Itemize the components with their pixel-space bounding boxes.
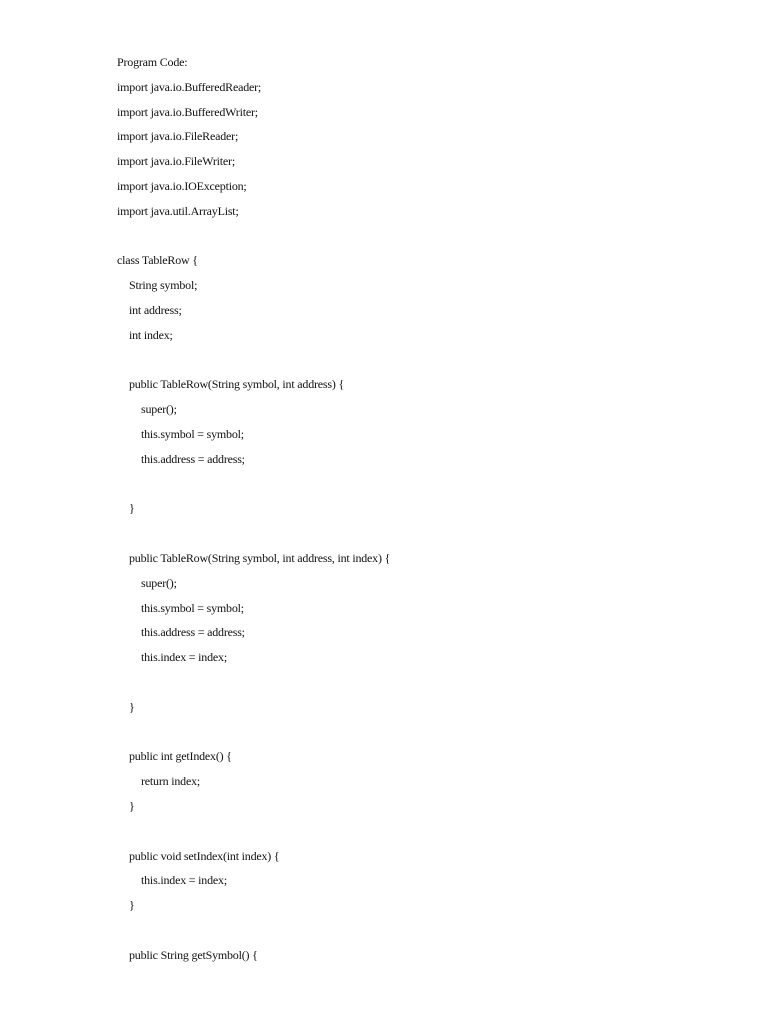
code-line: return index; xyxy=(141,774,201,789)
code-line: public TableRow(String symbol, int address, int index) { xyxy=(129,550,391,565)
code-line: super(); xyxy=(141,402,177,417)
code-line: class TableRow { xyxy=(117,253,198,268)
code-line: int address; xyxy=(129,302,182,317)
code-line: int index; xyxy=(129,327,173,342)
code-line: import java.io.BufferedWriter; xyxy=(117,104,258,119)
code-line: } xyxy=(129,798,135,813)
code-line: this.index = index; xyxy=(141,650,227,665)
code-line: import java.io.BufferedReader; xyxy=(117,79,262,94)
code-line: this.symbol = symbol; xyxy=(141,426,244,441)
code-line: public int getIndex() { xyxy=(129,749,232,764)
code-line: this.symbol = symbol; xyxy=(141,600,244,615)
code-line: import java.io.FileReader; xyxy=(117,129,239,144)
code-line: super(); xyxy=(141,575,177,590)
code-line: public void setIndex(int index) { xyxy=(129,848,280,863)
blank-line xyxy=(117,224,737,249)
blank-line xyxy=(117,918,737,943)
blank-line xyxy=(117,521,737,546)
document-heading: Program Code: xyxy=(117,55,188,69)
code-line: import java.io.IOException; xyxy=(117,178,247,193)
blank-line xyxy=(117,720,737,745)
code-line: public String getSymbol() { xyxy=(129,947,258,962)
code-line: public TableRow(String symbol, int address) { xyxy=(129,377,345,392)
code-line: import java.util.ArrayList; xyxy=(117,203,239,218)
code-line: String symbol; xyxy=(129,278,198,293)
code-line: } xyxy=(129,898,135,913)
blank-line xyxy=(117,819,737,844)
program-code-block xyxy=(117,50,737,967)
code-lines xyxy=(117,75,737,968)
code-line: this.index = index; xyxy=(141,873,227,888)
code-line: import java.io.FileWriter; xyxy=(117,154,235,169)
code-line: } xyxy=(129,501,135,516)
blank-line xyxy=(117,348,737,373)
code-line: this.address = address; xyxy=(141,625,245,640)
blank-line xyxy=(117,472,737,497)
blank-line xyxy=(117,670,737,695)
code-line: } xyxy=(129,699,135,714)
code-line: this.address = address; xyxy=(141,451,245,466)
